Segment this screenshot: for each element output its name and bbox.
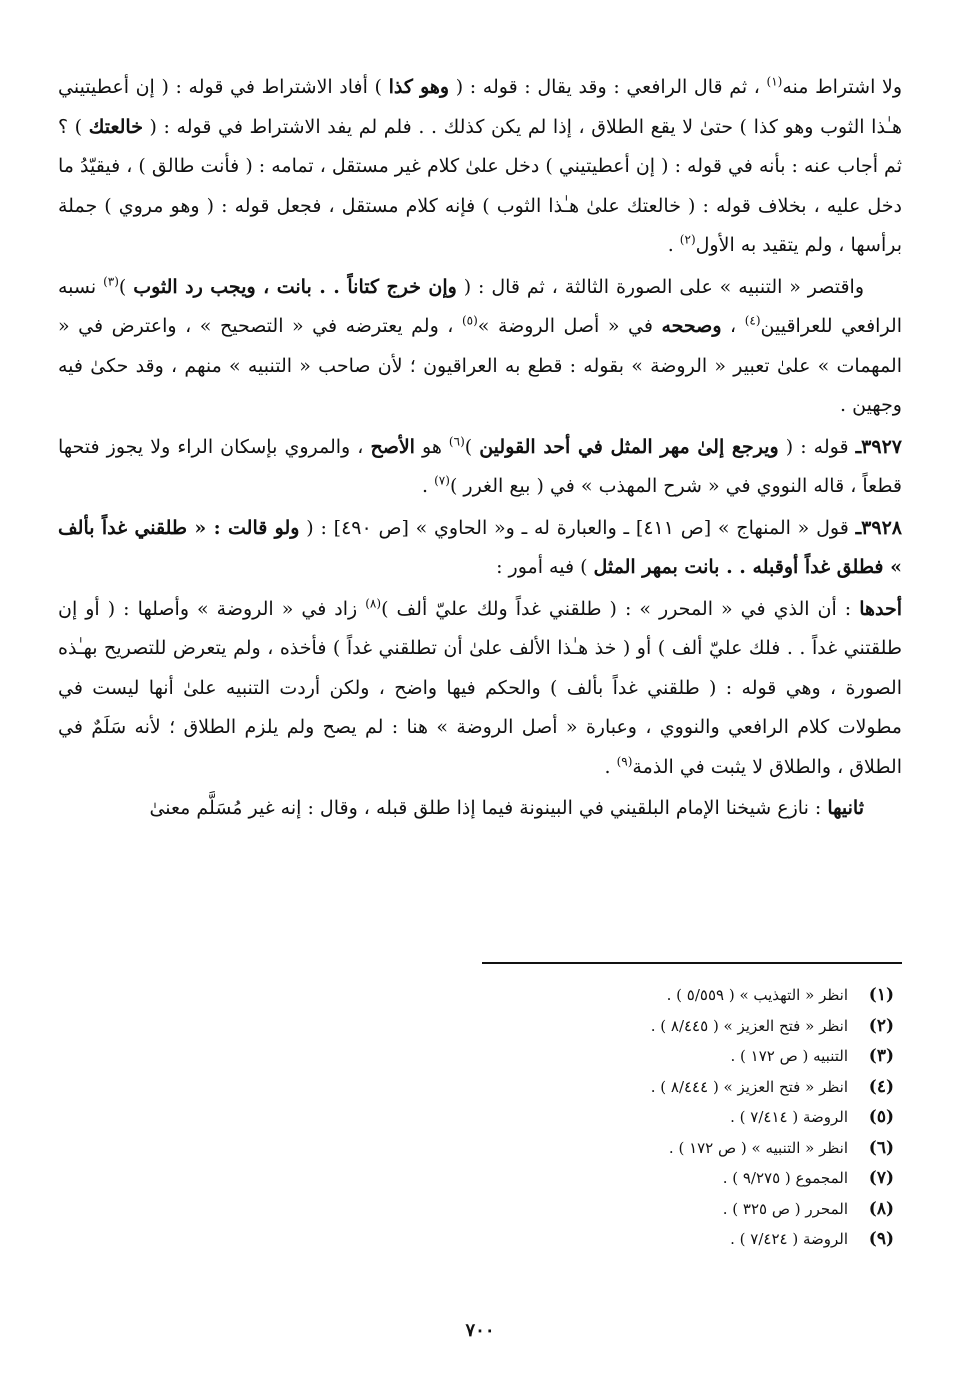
footnote-text: التنبيه ( ص ١٧٢ ) . — [730, 1047, 848, 1065]
footnote — [200, 1133, 894, 1164]
footnotes — [200, 980, 894, 1255]
footnote-ref: (٤) — [744, 313, 761, 328]
footnote-text: انظر « فتح العزيز » ( ٨/٤٤٥ ) . — [650, 1016, 848, 1035]
footnote — [200, 1163, 894, 1194]
footnote-number: (٣) — [868, 1046, 894, 1066]
text-run: في « أصل الروضة » — [477, 315, 662, 337]
bold-text: ٣٩٢٧ـ — [855, 435, 902, 458]
footnote-number: (٩) — [868, 1229, 894, 1249]
footnote-ref: (٢) — [679, 232, 696, 247]
text-run: ) أفاد الاشتراط في قوله : ( إن أعطيتيني هـٰذا الثوب وهو كذا ) حتىٰ لا يقع الطلاق ، إذا لم يكن كذلك . . فلم لم يفد الاشتراط في قوله : ( — [58, 76, 903, 138]
bold-text: ثانيها — [827, 797, 864, 819]
text-run: ) — [464, 435, 480, 458]
footnote-ref: (٧) — [434, 473, 450, 488]
footnote — [200, 1102, 894, 1133]
text-run: نسبه الرافعي للعراقيين — [58, 275, 902, 337]
text-run: واقتصر « التنبيه » على الصورة الثالثة ، ثم قال : ( — [456, 275, 865, 298]
footnote-ref: (١) — [766, 74, 783, 89]
footnote-separator — [482, 962, 902, 964]
footnote-text: الروضة ( ٧/٤٢٤ ) . — [730, 1230, 848, 1248]
footnote-ref: (٥) — [461, 313, 478, 328]
footnote-ref: (٨) — [365, 596, 382, 611]
paragraph — [58, 428, 902, 507]
footnote-number: (١) — [868, 985, 894, 1005]
text-run: زاد في « الروضة » وأصلها : ( أو إن طلقتني غداً . . فلك عليّ ألف ) أو ( خذ هـٰذا الألف علىٰ أن تطلقني غداً ) فأخذه ، ولم يتعرض للتصريح بهـٰذه الصورة ، وهي قوله : ( طلقني غداً بألف ) والحكم فيها واضح ، ولكن أردت التنبيه علىٰ أنها ليست في مطولات كلام الرافعي والنووي ، وعبارة « أصل الروضة » هنا : لم يصح ولم يلزم الطلاق ؛ لأنه سَلَمٌ في الطلاق ، والطلاق لا يثبت في الذمة — [58, 597, 902, 778]
footnote — [200, 1011, 894, 1042]
footnote-number: (٨) — [868, 1198, 894, 1219]
paragraph — [58, 590, 902, 788]
text-run: ) ؟ ثم أجاب عنه : بأنه في قوله : ( إن أعطيتيني ) دخل علىٰ كلام غير مستقل ، تمامه : ( فأنت طالق ) ، فيقيّدُ ما دخل عليه ، بخلاف قوله : ( خالعتك علىٰ هـٰذا الثوب ) فإنه كلام مستقل ، فجعل قوله : ( وهو مروي ) جملة برأسها ، ولم يتقيد به الأول — [58, 115, 902, 256]
footnote-text: المجموع ( ٩/٢٧٥ ) . — [722, 1169, 848, 1187]
paragraph — [58, 268, 902, 426]
footnote-text: انظر « فتح العزيز » ( ٨/٤٤٤ ) . — [650, 1077, 848, 1096]
footnote-ref: (٩) — [616, 754, 633, 769]
paragraph — [58, 509, 902, 588]
bold-text: وصححه — [661, 315, 722, 337]
footnote — [200, 980, 894, 1011]
main-text — [58, 68, 902, 831]
footnote-number: (٦) — [868, 1137, 894, 1158]
footnote — [200, 1224, 894, 1255]
footnote-number: (٥) — [868, 1107, 894, 1127]
footnote-text: الروضة ( ٧/٤١٤ ) . — [730, 1108, 848, 1126]
paragraph — [58, 789, 902, 829]
footnote-ref: (٣) — [103, 274, 119, 289]
bold-text: الأصح — [370, 435, 415, 458]
footnote — [200, 1041, 894, 1072]
text-run: ، ثم قال الرافعي : وقد يقال : قوله : ( — [449, 76, 767, 98]
footnote-ref: (٦) — [448, 434, 465, 449]
text-run: قوله : ( — [778, 435, 856, 458]
text-run: قول « المنهاج » [ص ٤١١] ـ والعبارة له ـ و« الحاوي » [ص ٤٩٠] : ( — [299, 516, 856, 539]
bold-text: أحدها — [859, 597, 903, 620]
text-run: ) فيه أمور : — [496, 556, 594, 578]
footnote-number: (٧) — [868, 1168, 894, 1188]
page-number: ٧٠٠ — [465, 1320, 495, 1341]
bold-text: ولو قالت : « طلقني غداً بألف » فطلق غداً أوقبله . . بانت بمهر المثل — [58, 516, 902, 578]
bold-text: وإن خرج كتاناً . . بانت ، ويجب رد الثوب — [133, 275, 457, 298]
footnote-number: (٢) — [868, 1015, 894, 1036]
bold-text: ٣٩٢٨ـ — [855, 516, 902, 539]
paragraph — [58, 68, 902, 266]
text-run: . — [604, 755, 617, 778]
footnote-number: (٤) — [868, 1076, 894, 1097]
bold-text: وهو كذا — [388, 76, 450, 98]
text-run: ، — [721, 315, 745, 337]
footnote — [200, 1194, 894, 1225]
text-run: : نازع شيخنا الإمام البلقيني في البينونة فيما إذا طلق قبله ، وقال : إنه غير مُسَلَّم معنىٰ — [149, 797, 828, 819]
text-run: . — [422, 475, 435, 497]
text-run: هو — [414, 435, 449, 458]
bold-text: ويرجع إلىٰ مهر المثل في أحد القولين — [479, 435, 779, 458]
footnote-text: انظر « التنبيه » ( ص ١٧٢ ) . — [668, 1138, 848, 1157]
text-run: ) — [118, 275, 134, 298]
footnote-text: المحرر ( ص ٣٢٥ ) . — [722, 1199, 848, 1218]
text-run: ، ولم يعترضه في « التصحيح » ، واعترض في « المهمات » علىٰ تعبير « الروضة » بقوله : قطع به العراقيون ؛ لأن صاحب « التنبيه » منهم ، وقد حكىٰ فيه وجهين . — [58, 315, 902, 416]
footnote-text: انظر « التهذيب » ( ٥/٥٥٩ ) . — [666, 986, 848, 1004]
text-run: . — [667, 234, 680, 256]
bold-text: خالعتك — [88, 115, 143, 138]
text-run: : أن الذي في « المحرر » : ( طلقني غداً ولك عليّ ألف ) — [381, 597, 860, 620]
text-run: ولا اشتراط منه — [782, 76, 902, 98]
text-run: ، والمروي بإسكان الراء ولا يجوز فتحها قطعاً ، قاله النووي في « شرح المهذب » في ( بيع الغرر ) — [58, 435, 902, 497]
footnote — [200, 1072, 894, 1103]
